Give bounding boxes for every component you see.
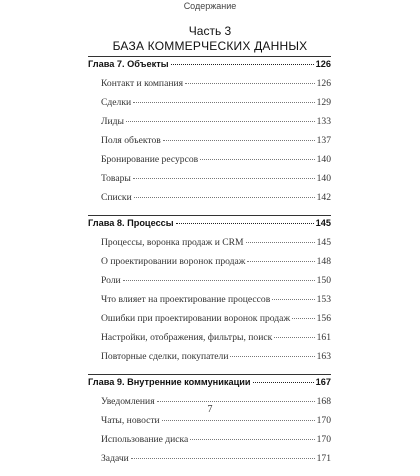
- toc-entry[interactable]: [88, 192, 331, 211]
- running-header: Содержание: [183, 1, 237, 11]
- entry-title: Задачи: [101, 453, 129, 464]
- page-number: 145: [316, 237, 331, 248]
- page-number: 153: [316, 294, 331, 305]
- dot-leader: [274, 337, 314, 338]
- dot-leader: [190, 439, 314, 440]
- entry-title: Уведомления: [101, 396, 155, 407]
- entry-title: Процессы, воронка продаж и CRM: [101, 237, 244, 248]
- page-number: 142: [316, 192, 331, 203]
- page-number: 170: [316, 434, 331, 445]
- dot-leader: [157, 401, 315, 402]
- chapter-title: Глава 9. Внутренние коммуникации: [88, 377, 251, 387]
- chapter-9: [88, 374, 331, 476]
- toc-entry[interactable]: [88, 332, 331, 351]
- entry-title: Роли: [101, 275, 121, 286]
- dot-leader: [134, 197, 315, 198]
- page-number: 171: [316, 453, 331, 464]
- page-number: 163: [316, 351, 331, 362]
- entry-title: Что влияет на проектирование процессов: [101, 294, 271, 305]
- dot-leader: [246, 242, 315, 243]
- toc-entry[interactable]: [88, 275, 331, 294]
- page-number: 126: [315, 59, 331, 69]
- toc-entry[interactable]: [88, 351, 331, 370]
- toc-entry[interactable]: [88, 434, 331, 453]
- dot-leader: [162, 420, 315, 421]
- entry-title: Бронирование ресурсов: [101, 154, 199, 165]
- dot-leader: [247, 261, 314, 262]
- page-number: 156: [316, 313, 331, 324]
- entry-title: Повторные сделки, покупатели: [101, 351, 229, 362]
- chapter-8: [88, 215, 331, 374]
- dot-leader: [126, 121, 315, 122]
- entry-title: Настройки, отображения, фильтры, поиск: [101, 332, 273, 343]
- entry-title: Списки: [101, 192, 132, 203]
- toc-entry[interactable]: [88, 453, 331, 472]
- dot-leader: [131, 458, 315, 459]
- entry-title: Товары: [101, 173, 131, 184]
- page-number: 148: [316, 256, 331, 267]
- page-number: 140: [316, 173, 331, 184]
- dot-leader: [253, 382, 314, 383]
- chapter-heading[interactable]: [88, 377, 331, 396]
- page-folio: 7: [207, 404, 213, 415]
- toc-entry[interactable]: [88, 135, 331, 154]
- page-number: 145: [315, 218, 331, 228]
- part-title: БАЗА КОММЕРЧЕСКИХ ДАННЫХ: [112, 39, 308, 53]
- toc-entry[interactable]: [88, 294, 331, 313]
- dot-leader: [163, 140, 315, 141]
- page-number: 129: [316, 97, 331, 108]
- page-number: 133: [316, 116, 331, 127]
- entry-title: Сделки: [101, 97, 132, 108]
- toc-entry[interactable]: [88, 78, 331, 97]
- chapter-heading[interactable]: [88, 218, 331, 237]
- chapter-7: [88, 56, 331, 215]
- entry-title: Чаты, новости: [101, 415, 160, 426]
- entry-title: Использование диска: [101, 434, 189, 445]
- dot-leader: [133, 102, 314, 103]
- page-number: 168: [316, 396, 331, 407]
- page-number: 137: [316, 135, 331, 146]
- entry-title: Лиды: [101, 116, 124, 127]
- chapter-title: Глава 8. Процессы: [88, 218, 174, 228]
- dot-leader: [185, 83, 315, 84]
- chapter-title: Глава 7. Объекты: [88, 59, 169, 69]
- chapter-heading[interactable]: [88, 59, 331, 78]
- entry-title: Ошибки при проектировании воронок продаж: [101, 313, 291, 324]
- page-number: 140: [316, 154, 331, 165]
- toc-entry[interactable]: [88, 256, 331, 275]
- page-number: 170: [316, 415, 331, 426]
- dot-leader: [230, 356, 314, 357]
- part-number: Часть 3: [188, 24, 232, 38]
- dot-leader: [292, 318, 315, 319]
- toc-entry[interactable]: [88, 237, 331, 256]
- entry-title: Поля объектов: [101, 135, 161, 146]
- toc-entry[interactable]: [88, 97, 331, 116]
- toc-entry[interactable]: [88, 313, 331, 332]
- dot-leader: [123, 280, 315, 281]
- dot-leader: [171, 64, 314, 65]
- dot-leader: [176, 223, 314, 224]
- toc-entry[interactable]: [88, 415, 331, 434]
- dot-leader: [133, 178, 315, 179]
- page-number: 126: [316, 78, 331, 89]
- dot-leader: [200, 159, 314, 160]
- toc-entry[interactable]: [88, 173, 331, 192]
- page-number: 150: [316, 275, 331, 286]
- toc-entry[interactable]: [88, 154, 331, 173]
- toc-entry[interactable]: [88, 116, 331, 135]
- dot-leader: [272, 299, 314, 300]
- page-number: 167: [315, 377, 331, 387]
- page-number: 161: [316, 332, 331, 343]
- entry-title: О проектировании воронок продаж: [101, 256, 246, 267]
- entry-title: Контакт и компания: [101, 78, 184, 89]
